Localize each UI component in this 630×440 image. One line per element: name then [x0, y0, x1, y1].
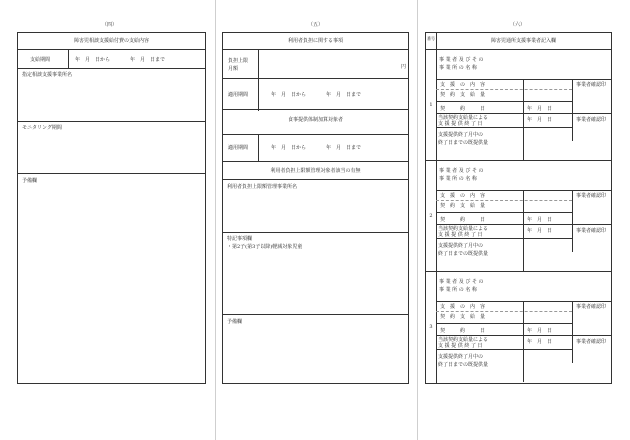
- end-date-label: 当該契約支給量による 支 援 提 供 終 了 日: [438, 337, 489, 349]
- row-number: 1: [429, 101, 433, 108]
- row-number: 2: [429, 212, 433, 219]
- business-name-label: 事 業 者 及 び そ の 事 業 所 の 名 称: [439, 168, 484, 182]
- end-date-value[interactable]: 年 月 日: [527, 117, 553, 123]
- page-separator: [215, 0, 216, 440]
- contract-amount-label: 契 約 支 給 量: [440, 92, 486, 98]
- monitoring-label: モニタリング期間: [22, 125, 62, 131]
- end-date-label: 当該契約支給量による 支 援 提 供 終 了 日: [438, 226, 489, 238]
- contract-date-label: 契 約 日: [440, 106, 486, 112]
- period2-label: 適用期間: [228, 145, 249, 151]
- provider-confirm-seal[interactable]: 事業者確認印: [576, 228, 607, 234]
- business-name-label: 事 業 者 及 び そ の 事 業 所 の 名 称: [439, 279, 484, 293]
- special-notes-label: 特記事項欄: [227, 236, 253, 242]
- contract-date-label: 契 約 日: [440, 217, 486, 223]
- notes-label: 予備欄: [227, 319, 243, 325]
- office-name-label: 指定相談支援事業所名: [22, 72, 73, 78]
- service-content-label: 支 援 の 内 容: [440, 82, 486, 88]
- service-content-label: 支 援 の 内 容: [440, 304, 486, 310]
- period2-value[interactable]: 年 月 日から 年 月 日まで: [271, 145, 362, 151]
- benefit-content-form: [17, 32, 206, 384]
- period-label: 支給期間: [30, 57, 51, 63]
- contract-amount-label: 契 約 支 給 量: [440, 314, 486, 320]
- provider-confirm-seal[interactable]: 事業者確認印: [576, 82, 607, 88]
- user-burden-form: [222, 32, 409, 384]
- meal-label: 食事提供体制加算対象者: [287, 117, 343, 123]
- provided-amount-label: 支援提供終了月中の 終了日までの既提供量: [438, 354, 489, 368]
- provider-confirm-seal[interactable]: 事業者確認印: [576, 193, 607, 199]
- contract-date-value[interactable]: 年 月 日: [527, 217, 553, 223]
- row-number: 3: [429, 323, 433, 330]
- period1-label: 適用期間: [228, 92, 249, 98]
- page-separator: [417, 0, 418, 440]
- contract-amount-label: 契 約 支 給 量: [440, 203, 486, 209]
- provider-entry-form: [425, 32, 612, 384]
- end-date-value[interactable]: 年 月 日: [527, 228, 553, 234]
- period1-value[interactable]: 年 月 日から 年 月 日まで: [271, 92, 362, 98]
- provided-amount-label: 支援提供終了月中の 終了日までの既提供量: [438, 132, 489, 146]
- number-header: 番号: [427, 36, 435, 41]
- provider-confirm-seal[interactable]: 事業者確認印: [576, 304, 607, 310]
- section-title: 障害児通所支援事業者記入欄: [490, 38, 556, 44]
- section-title: 障害児相談支援給付費の支給内容: [73, 38, 149, 44]
- provided-amount-label: 支援提供終了月中の 終了日までの既提供量: [438, 243, 489, 257]
- contract-date-value[interactable]: 年 月 日: [527, 106, 553, 112]
- mgmt-office-label: 利用者負担上限額管理事業所名: [227, 184, 298, 190]
- page-number: （五）: [308, 22, 324, 28]
- mgmt-label: 利用者負担上限額管理対象者該当の有無: [270, 168, 361, 174]
- burden-cap-label: 負担上限 月額: [228, 58, 249, 72]
- section-title: 利用者負担に関する事項: [287, 38, 343, 44]
- service-content-label: 支 援 の 内 容: [440, 193, 486, 199]
- end-date-value[interactable]: 年 月 日: [527, 339, 553, 345]
- end-date-label: 当該契約支給量による 支 援 提 供 終 了 日: [438, 115, 489, 127]
- period-value[interactable]: 年 月 日から 年 月 日まで: [75, 57, 166, 63]
- contract-date-label: 契 約 日: [440, 328, 486, 334]
- contract-date-value[interactable]: 年 月 日: [527, 328, 553, 334]
- provider-confirm-seal[interactable]: 事業者確認印: [576, 117, 607, 123]
- burden-cap-unit: 円: [401, 64, 407, 70]
- page-number: （六）: [510, 22, 526, 28]
- provider-confirm-seal[interactable]: 事業者確認印: [576, 339, 607, 345]
- business-name-label: 事 業 者 及 び そ の 事 業 所 の 名 称: [439, 57, 484, 71]
- special-notes-item: ・第2子(第3子以降)軽減対象児童: [227, 244, 303, 250]
- notes-label: 予備欄: [22, 178, 38, 184]
- page-number: （四）: [102, 22, 118, 28]
